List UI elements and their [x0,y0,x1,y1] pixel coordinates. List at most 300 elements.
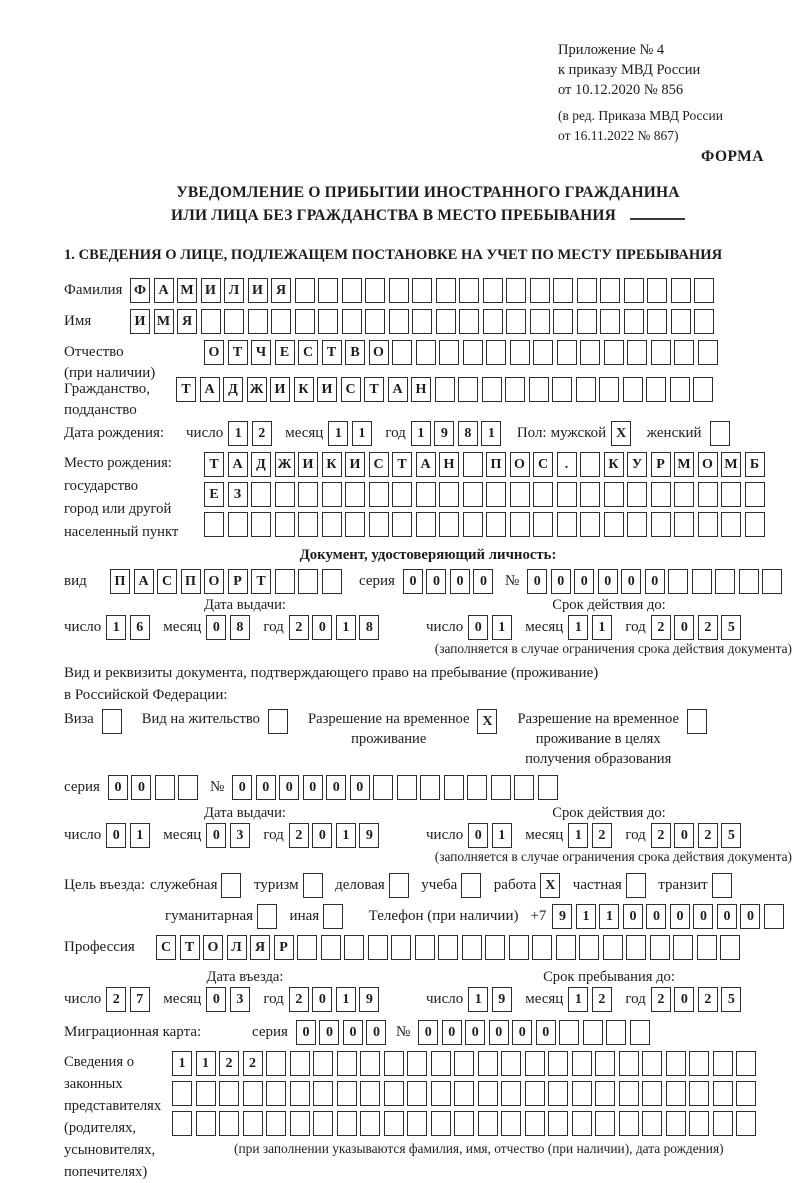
char-box[interactable] [275,482,295,507]
char-box[interactable] [525,1051,545,1076]
char-box[interactable] [369,482,389,507]
char-box[interactable] [384,1111,404,1136]
char-box[interactable]: 5 [721,615,741,640]
char-box[interactable]: 1 [599,904,619,929]
char-box[interactable] [666,1111,686,1136]
char-box[interactable] [642,1111,662,1136]
purpose-study-checkbox[interactable] [461,873,481,898]
char-box[interactable]: 2 [698,987,718,1012]
char-box[interactable] [478,1081,498,1106]
char-box[interactable] [624,309,644,334]
char-box[interactable] [671,278,691,303]
char-box[interactable] [553,278,573,303]
char-box[interactable] [651,340,671,365]
char-box[interactable]: 9 [359,823,379,848]
char-box[interactable]: 0 [717,904,737,929]
char-box[interactable] [514,775,534,800]
char-box[interactable]: 0 [131,775,151,800]
char-box[interactable]: 1 [468,987,488,1012]
char-box[interactable]: Т [204,452,224,477]
char-box[interactable]: 0 [674,823,694,848]
char-box[interactable]: 1 [568,615,588,640]
char-box[interactable] [290,1051,310,1076]
char-box[interactable]: 0 [693,904,713,929]
char-box[interactable]: 0 [645,569,665,594]
char-box[interactable]: 0 [536,1020,556,1045]
char-box[interactable] [694,309,714,334]
char-box[interactable]: М [154,309,174,334]
char-box[interactable] [623,377,643,402]
char-box[interactable] [482,377,502,402]
char-box[interactable]: 0 [468,823,488,848]
char-box[interactable] [529,377,549,402]
char-box[interactable]: С [156,935,176,960]
char-box[interactable] [486,340,506,365]
char-box[interactable]: Р [274,935,294,960]
char-box[interactable] [342,309,362,334]
char-box[interactable]: 9 [434,421,454,446]
char-box[interactable] [736,1081,756,1106]
visa-checkbox[interactable] [102,709,122,734]
char-box[interactable]: С [341,377,361,402]
char-box[interactable] [557,340,577,365]
char-box[interactable] [360,1051,380,1076]
purpose-private-checkbox[interactable] [626,873,646,898]
char-box[interactable]: 0 [326,775,346,800]
char-box[interactable] [248,309,268,334]
char-box[interactable]: 0 [279,775,299,800]
char-box[interactable] [556,935,576,960]
char-box[interactable] [572,1111,592,1136]
char-box[interactable]: 0 [403,569,423,594]
char-box[interactable]: 0 [450,569,470,594]
char-box[interactable]: О [698,452,718,477]
char-box[interactable] [600,309,620,334]
char-box[interactable] [579,935,599,960]
char-box[interactable]: 0 [527,569,547,594]
char-box[interactable]: 1 [336,615,356,640]
char-box[interactable]: У [627,452,647,477]
char-box[interactable] [196,1081,216,1106]
char-box[interactable] [313,1111,333,1136]
char-box[interactable] [739,569,759,594]
char-box[interactable] [501,1051,521,1076]
char-box[interactable] [297,935,317,960]
char-box[interactable] [463,340,483,365]
char-box[interactable] [736,1051,756,1076]
char-box[interactable] [344,935,364,960]
char-box[interactable]: Д [251,452,271,477]
char-box[interactable]: 8 [359,615,379,640]
char-box[interactable] [619,1051,639,1076]
char-box[interactable] [337,1081,357,1106]
char-box[interactable]: М [721,452,741,477]
char-box[interactable]: 0 [312,987,332,1012]
char-box[interactable] [178,775,198,800]
char-box[interactable] [557,482,577,507]
char-box[interactable] [412,278,432,303]
char-box[interactable] [373,775,393,800]
char-box[interactable]: О [204,340,224,365]
char-box[interactable]: 2 [243,1051,263,1076]
char-box[interactable]: 1 [576,904,596,929]
char-box[interactable]: М [674,452,694,477]
char-box[interactable]: Т [364,377,384,402]
char-box[interactable] [506,278,526,303]
char-box[interactable] [407,1051,427,1076]
char-box[interactable]: Т [392,452,412,477]
edu-permit-checkbox[interactable] [687,709,707,734]
char-box[interactable] [321,935,341,960]
char-box[interactable] [580,452,600,477]
char-box[interactable] [721,482,741,507]
char-box[interactable] [491,775,511,800]
char-box[interactable]: Т [251,569,271,594]
char-box[interactable] [533,482,553,507]
char-box[interactable]: 0 [574,569,594,594]
char-box[interactable] [458,377,478,402]
char-box[interactable]: 1 [328,421,348,446]
char-box[interactable]: О [204,569,224,594]
char-box[interactable] [298,482,318,507]
char-box[interactable]: 5 [721,987,741,1012]
char-box[interactable] [298,512,318,537]
char-box[interactable]: П [110,569,130,594]
char-box[interactable]: И [201,278,221,303]
char-box[interactable] [510,512,530,537]
char-box[interactable]: 3 [230,823,250,848]
char-box[interactable]: . [557,452,577,477]
char-box[interactable]: Д [223,377,243,402]
char-box[interactable] [467,775,487,800]
char-box[interactable]: А [200,377,220,402]
char-box[interactable] [572,1051,592,1076]
char-box[interactable] [595,1051,615,1076]
char-box[interactable] [416,340,436,365]
purpose-humanitarian-checkbox[interactable] [257,904,277,929]
char-box[interactable] [454,1051,474,1076]
char-box[interactable] [694,278,714,303]
char-box[interactable] [431,1051,451,1076]
char-box[interactable]: 1 [228,421,248,446]
char-box[interactable] [266,1111,286,1136]
char-box[interactable] [626,935,646,960]
char-box[interactable] [369,512,389,537]
char-box[interactable]: Ч [251,340,271,365]
char-box[interactable]: 1 [106,615,126,640]
char-box[interactable] [572,1081,592,1106]
char-box[interactable] [673,935,693,960]
char-box[interactable]: 2 [289,987,309,1012]
char-box[interactable] [420,775,440,800]
char-box[interactable] [557,512,577,537]
char-box[interactable]: П [486,452,506,477]
char-box[interactable] [436,278,456,303]
char-box[interactable]: Р [651,452,671,477]
char-box[interactable] [290,1111,310,1136]
purpose-commercial-checkbox[interactable] [389,873,409,898]
char-box[interactable] [243,1081,263,1106]
char-box[interactable] [271,309,291,334]
char-box[interactable]: 5 [721,823,741,848]
char-box[interactable] [603,935,623,960]
sex-male-checkbox[interactable]: X [611,421,631,446]
char-box[interactable]: 2 [289,823,309,848]
char-box[interactable] [318,309,338,334]
char-box[interactable]: 0 [366,1020,386,1045]
char-box[interactable] [689,1051,709,1076]
char-box[interactable]: 2 [252,421,272,446]
char-box[interactable]: А [416,452,436,477]
char-box[interactable] [365,278,385,303]
char-box[interactable]: 0 [418,1020,438,1045]
char-box[interactable] [483,309,503,334]
char-box[interactable] [459,278,479,303]
char-box[interactable]: 2 [219,1051,239,1076]
char-box[interactable] [745,482,765,507]
char-box[interactable] [384,1081,404,1106]
char-box[interactable]: Е [275,340,295,365]
char-box[interactable] [577,278,597,303]
char-box[interactable]: 1 [481,421,501,446]
char-box[interactable] [337,1051,357,1076]
char-box[interactable]: 2 [651,823,671,848]
char-box[interactable] [392,482,412,507]
char-box[interactable] [501,1111,521,1136]
char-box[interactable] [548,1051,568,1076]
char-box[interactable]: 2 [289,615,309,640]
char-box[interactable]: 0 [106,823,126,848]
char-box[interactable]: 1 [130,823,150,848]
char-box[interactable]: 1 [492,823,512,848]
char-box[interactable]: В [345,340,365,365]
char-box[interactable] [290,1081,310,1106]
char-box[interactable] [627,482,647,507]
char-box[interactable]: 0 [303,775,323,800]
char-box[interactable] [651,482,671,507]
char-box[interactable] [580,482,600,507]
char-box[interactable] [533,340,553,365]
char-box[interactable] [412,309,432,334]
char-box[interactable] [416,482,436,507]
char-box[interactable] [172,1111,192,1136]
char-box[interactable]: С [369,452,389,477]
char-box[interactable] [298,569,318,594]
char-box[interactable]: 1 [336,823,356,848]
char-box[interactable] [389,309,409,334]
char-box[interactable] [172,1081,192,1106]
char-box[interactable] [486,482,506,507]
char-box[interactable]: Т [322,340,342,365]
char-box[interactable]: 0 [465,1020,485,1045]
char-box[interactable]: 2 [592,987,612,1012]
purpose-work-checkbox[interactable]: X [540,873,560,898]
char-box[interactable]: 0 [108,775,128,800]
char-box[interactable] [599,377,619,402]
char-box[interactable] [345,482,365,507]
char-box[interactable]: 1 [568,987,588,1012]
char-box[interactable]: П [181,569,201,594]
char-box[interactable] [391,935,411,960]
char-box[interactable]: И [298,452,318,477]
char-box[interactable]: 0 [206,823,226,848]
char-box[interactable] [532,935,552,960]
char-box[interactable] [510,340,530,365]
char-box[interactable]: Я [250,935,270,960]
purpose-transit-checkbox[interactable] [712,873,732,898]
char-box[interactable] [439,340,459,365]
char-box[interactable] [275,512,295,537]
char-box[interactable]: С [157,569,177,594]
char-box[interactable] [624,278,644,303]
char-box[interactable]: 0 [426,569,446,594]
char-box[interactable]: 2 [592,823,612,848]
char-box[interactable] [505,377,525,402]
char-box[interactable]: 0 [256,775,276,800]
char-box[interactable] [486,512,506,537]
char-box[interactable]: А [228,452,248,477]
char-box[interactable]: И [317,377,337,402]
char-box[interactable] [251,512,271,537]
char-box[interactable] [444,775,464,800]
char-box[interactable] [439,482,459,507]
char-box[interactable]: К [294,377,314,402]
char-box[interactable] [266,1081,286,1106]
char-box[interactable]: 0 [674,987,694,1012]
char-box[interactable]: Т [228,340,248,365]
char-box[interactable] [646,377,666,402]
char-box[interactable] [715,569,735,594]
char-box[interactable] [345,512,365,537]
temp-permit-checkbox[interactable]: X [477,709,497,734]
char-box[interactable] [606,1020,626,1045]
char-box[interactable] [454,1081,474,1106]
char-box[interactable] [485,935,505,960]
char-box[interactable] [559,1020,579,1045]
sex-female-checkbox[interactable] [710,421,730,446]
char-box[interactable] [552,377,572,402]
char-box[interactable] [698,512,718,537]
char-box[interactable]: 0 [468,615,488,640]
char-box[interactable] [384,1051,404,1076]
char-box[interactable] [674,340,694,365]
char-box[interactable] [674,482,694,507]
char-box[interactable] [342,278,362,303]
char-box[interactable] [627,340,647,365]
char-box[interactable]: 1 [411,421,431,446]
char-box[interactable] [650,935,670,960]
char-box[interactable]: 0 [674,615,694,640]
char-box[interactable] [553,309,573,334]
char-box[interactable] [604,512,624,537]
char-box[interactable] [509,935,529,960]
char-box[interactable]: 1 [492,615,512,640]
char-box[interactable]: Л [227,935,247,960]
char-box[interactable] [365,309,385,334]
char-box[interactable]: 0 [598,569,618,594]
char-box[interactable] [389,278,409,303]
char-box[interactable]: 1 [352,421,372,446]
char-box[interactable] [337,1111,357,1136]
char-box[interactable]: 1 [592,615,612,640]
char-box[interactable]: Н [439,452,459,477]
residence-permit-checkbox[interactable] [268,709,288,734]
char-box[interactable] [431,1111,451,1136]
char-box[interactable]: Я [271,278,291,303]
char-box[interactable] [583,1020,603,1045]
char-box[interactable] [764,904,784,929]
char-box[interactable]: Р [228,569,248,594]
char-box[interactable] [595,1081,615,1106]
char-box[interactable] [577,309,597,334]
char-box[interactable] [595,1111,615,1136]
char-box[interactable] [266,1051,286,1076]
char-box[interactable]: 0 [623,904,643,929]
char-box[interactable] [576,377,596,402]
char-box[interactable] [674,512,694,537]
char-box[interactable] [630,1020,650,1045]
char-box[interactable]: 2 [698,823,718,848]
char-box[interactable]: 0 [343,1020,363,1045]
char-box[interactable]: 0 [232,775,252,800]
char-box[interactable]: А [154,278,174,303]
char-box[interactable] [548,1111,568,1136]
char-box[interactable] [368,935,388,960]
char-box[interactable] [693,377,713,402]
char-box[interactable] [713,1111,733,1136]
char-box[interactable]: А [134,569,154,594]
char-box[interactable] [651,512,671,537]
char-box[interactable]: О [203,935,223,960]
char-box[interactable]: 8 [230,615,250,640]
char-box[interactable] [533,512,553,537]
char-box[interactable]: М [177,278,197,303]
char-box[interactable] [689,1081,709,1106]
char-box[interactable] [762,569,782,594]
char-box[interactable]: И [248,278,268,303]
char-box[interactable]: 3 [230,987,250,1012]
char-box[interactable]: 0 [512,1020,532,1045]
char-box[interactable] [525,1111,545,1136]
char-box[interactable] [322,569,342,594]
char-box[interactable]: 0 [350,775,370,800]
char-box[interactable] [525,1081,545,1106]
char-box[interactable] [580,512,600,537]
char-box[interactable] [548,1081,568,1106]
char-box[interactable] [736,1111,756,1136]
char-box[interactable] [360,1081,380,1106]
char-box[interactable] [580,340,600,365]
char-box[interactable]: Т [180,935,200,960]
char-box[interactable] [668,569,688,594]
char-box[interactable] [459,309,479,334]
char-box[interactable] [318,278,338,303]
char-box[interactable]: 0 [740,904,760,929]
char-box[interactable] [666,1051,686,1076]
char-box[interactable] [619,1111,639,1136]
char-box[interactable]: 1 [196,1051,216,1076]
char-box[interactable] [698,340,718,365]
char-box[interactable]: Я [177,309,197,334]
char-box[interactable] [627,512,647,537]
char-box[interactable] [530,278,550,303]
char-box[interactable]: 0 [489,1020,509,1045]
char-box[interactable] [463,482,483,507]
char-box[interactable]: К [604,452,624,477]
char-box[interactable] [435,377,455,402]
char-box[interactable] [600,278,620,303]
char-box[interactable] [689,1111,709,1136]
